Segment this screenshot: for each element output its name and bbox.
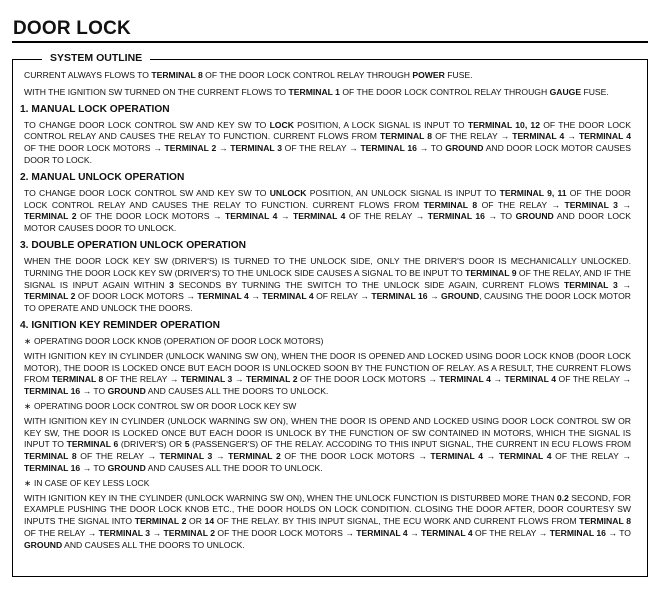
bold-term: TERMINAL 4 — [512, 131, 565, 142]
bold-term: TERMINAL 3 — [230, 143, 282, 154]
subsection-title: IN CASE OF KEY LESS LOCK — [34, 477, 150, 488]
subsection-paragraph: WITH IGNITION KEY IN CYLINDER (UNLOCK WANING SW ON), WHEN THE DOOR IS OPENED AND LOCKED USING DOOR LOCK KNOB (DOOR LOCK MOTOR), THE DOOR IS LOCKED ONCE BUT EACH DOOR IS UNLOCKED SOON BY THE FUNCTION OF RELAY. AS A RESULT, THE CURRENT FLOWS FROM TERMINAL 8 OF THE RELAY → TERMINAL 3 → TERMINAL 2 OF THE DOOR LOCK MOTORS → TERMINAL 4 → TERMINAL 4 OF THE RELAY → TERMINAL 16 → TO GROUND AND CAUSES ALL THE DOORS TO UNLOCK. — [24, 350, 631, 397]
section-ignition-key-reminder — [20, 319, 631, 552]
bold-term: GROUND — [515, 211, 554, 222]
bold-term: TERMINAL 16 — [24, 386, 81, 397]
bold-term: TERMINAL 2 — [24, 291, 76, 302]
bold-term: TERMINAL 4 — [197, 291, 249, 302]
bold-term: TERMINAL 4 — [356, 527, 408, 538]
section-manual-unlock — [20, 171, 632, 235]
bold-term: TERMINAL 2 — [163, 527, 215, 538]
bold-term: TERMINAL 4 — [498, 451, 552, 462]
bold-term: TERMINAL 8 — [151, 70, 203, 80]
subsection-heading — [24, 478, 631, 490]
bold-term: GROUND — [445, 143, 484, 154]
bold-term: UNLOCK — [269, 187, 307, 198]
bold-term: LOCK — [269, 119, 294, 130]
bold-term: TERMINAL 16 — [24, 462, 81, 473]
subsection-title: OPERATING DOOR LOCK KNOB (OPERATION OF DOOR LOCK MOTORS) — [34, 335, 324, 346]
page-title: DOOR LOCK — [13, 18, 131, 39]
bold-term: TERMINAL 4 — [578, 131, 631, 142]
bold-term: POWER — [412, 70, 445, 80]
bold-term: TERMINAL 3 — [180, 374, 233, 385]
section-double-operation-unlock — [20, 239, 632, 315]
bold-term: GROUND — [441, 291, 480, 302]
bold-term: TERMINAL 16 — [427, 211, 485, 222]
bold-term: TERMINAL 8 — [423, 199, 478, 210]
bold-term: TERMINAL 16 — [371, 291, 428, 302]
system-outline-legend: SYSTEM OUTLINE — [42, 52, 150, 64]
bold-term: TERMINAL 4 — [421, 527, 473, 538]
bold-term: TERMINAL 6 — [66, 439, 119, 450]
bold-term: TERMINAL 3 — [564, 279, 618, 290]
subsection-heading — [24, 336, 631, 348]
bold-term: TERMINAL 3 — [98, 527, 151, 538]
bold-term: GROUND — [107, 386, 146, 397]
bold-term: 0.2 — [556, 492, 569, 503]
subsection-title: OPERATING DOOR LOCK CONTROL SW OR DOOR LOCK KEY SW — [34, 400, 297, 411]
bold-term: TERMINAL 2 — [134, 516, 187, 527]
bullet-icon: ∗ — [24, 335, 32, 346]
section-manual-lock — [20, 103, 631, 167]
bold-term: TERMINAL 2 — [164, 143, 217, 154]
bold-term: TERMINAL 1 — [288, 86, 340, 97]
bold-term: GAUGE — [549, 86, 582, 97]
bold-term: TERMINAL 16 — [360, 143, 417, 154]
bold-term: TERMINAL 4 — [504, 374, 556, 385]
bold-term: TERMINAL 2 — [245, 374, 298, 385]
bold-term: GROUND — [107, 462, 146, 473]
section-heading: 3. DOUBLE OPERATION UNLOCK OPERATION — [20, 239, 247, 251]
bullet-icon: ∗ — [24, 477, 32, 488]
bold-term: GROUND — [24, 539, 63, 550]
bold-term: 14 — [204, 516, 215, 527]
subsection-paragraph: WITH IGNITION KEY IN CYLINDER (UNLOCK WARNING SW ON), WHEN THE DOOR IS OPEND AND LOCKED USING DOOR LOCK CONTROL SW OR KEY SW, THE DOOR IS LOCKED ONCE BUT EACH DOOR IS UNLOCK BY THE FUNCTION OF SW CONTAINED IN MOTORS, WHICH THE SIGNAL IS INPUT TO TERMINAL 6 (DRIVER'S) OR 5 (PASSENGER'S) OF THE RELAY. ACCODING TO THIS INPUT SIGNAL, THE CURRENT IN ECU FLOWS FROM TERMINAL 8 OF THE RELAY → TERMINAL 3 → TERMINAL 2 OF THE DOOR LOCK MOTORS → TERMINAL 4 → TERMINAL 4 OF THE RELAY → TERMINAL 16 → TO GROUND AND CAUSES ALL THE DOOR TO UNLOCK. — [24, 415, 631, 473]
bold-term: TERMINAL 4 — [224, 211, 278, 222]
bold-term: TERMINAL 9 — [465, 267, 517, 278]
bold-term: TERMINAL 2 — [24, 211, 77, 222]
system-outline-content — [20, 70, 632, 557]
bold-term: TERMINAL 8 — [380, 131, 433, 142]
bold-term: 3 — [169, 279, 174, 290]
bold-term: TERMINAL 8 — [51, 374, 104, 385]
bold-term: TERMINAL 10, 12 — [467, 119, 540, 130]
intro-paragraph: CURRENT ALWAYS FLOWS TO TERMINAL 8 OF THE DOOR LOCK CONTROL RELAY THROUGH POWER FUSE. — [24, 70, 473, 80]
bold-term: TERMINAL 4 — [262, 291, 314, 302]
bold-term: TERMINAL 4 — [430, 451, 484, 462]
bold-term: TERMINAL 8 — [24, 451, 77, 462]
bold-term: 5 — [184, 439, 190, 450]
subsection-paragraph: WITH IGNITION KEY IN THE CYLINDER (UNLOCK WARNING SW ON), WHEN THE UNLOCK FUNCTION IS DISTURBED MORE THAN 0.2 SECOND, FOR EXAMPLE PUSHING THE DOOR LOCK KNOB ETC., THE DOOR HOLDS ON LOCK CONDITION. CLOSING THE DOOR AFTER, DOOR COURTESY SW INPUTS THE SIGNAL INTO TERMINAL 2 OR 14 OF THE RELAY. BY THIS INPUT SIGNAL, THE ECU WORK AND CURRENT FLOWS FROM TERMINAL 8 OF THE RELAY → TERMINAL 3 → TERMINAL 2 OF THE DOOR LOCK MOTORS → TERMINAL 4 → TERMINAL 4 OF THE RELAY → TERMINAL 16 → TO GROUND AND CAUSES ALL THE DOORS TO UNLOCK. — [24, 492, 631, 550]
bold-term: TERMINAL 2 — [228, 451, 281, 462]
bullet-icon: ∗ — [24, 400, 32, 411]
subsection-heading — [24, 401, 631, 413]
bold-term: TERMINAL 8 — [579, 516, 631, 527]
section-heading: 4. IGNITION KEY REMINDER OPERATION — [20, 319, 220, 331]
bold-term: TERMINAL 4 — [292, 211, 346, 222]
bold-term: TERMINAL 4 — [439, 374, 491, 385]
bold-term: TERMINAL 3 — [564, 199, 618, 210]
section-paragraph: TO CHANGE DOOR LOCK CONTROL SW AND KEY SW TO UNLOCK POSITION, AN UNLOCK SIGNAL IS INPUT TO TERMINAL 9, 11 OF THE DOOR LOCK CONTROL RELAY AND CAUSES THE RELAY TO FUNCTION. CURRENT FLOWS FROM TERMINAL 8 OF THE RELAY → TERMINAL 3 → TERMINAL 2 OF THE DOOR LOCK MOTORS → TERMINAL 4 → TERMINAL 4 OF THE RELAY → TERMINAL 16 → TO GROUND AND DOOR LOCK MOTOR CAUSES DOOR TO UNLOCK. — [24, 187, 632, 234]
section-paragraph: WHEN THE DOOR LOCK KEY SW (DRIVER'S) IS TURNED TO THE UNLOCK SIDE, ONLY THE DRIVER'S DOOR IS MECHANICALLY UNLOCKED. TURNING THE DOOR LOCK KEY SW (DRIVER'S) TO THE UNLOCK SIDE CAUSES A SIGNAL TO BE INPUT TO TERMINAL 9 OF THE RELAY, AND IF THE SIGNAL IS INPUT AGAIN WITHIN 3 SECONDS BY TURNING THE SWITCH TO THE UNLOCK SIDE AGAIN, CURRENT FLOWS TERMINAL 3 → TERMINAL 2 OF DOOR LOCK MOTORS → TERMINAL 4 → TERMINAL 4 OF RELAY → TERMINAL 16 → GROUND, CAUSING THE DOOR LOCK MOTOR TO OPERATE AND UNLOCK THE DOORS. — [24, 255, 632, 314]
section-heading: 1. MANUAL LOCK OPERATION — [20, 103, 170, 115]
section-heading: 2. MANUAL UNLOCK OPERATION — [20, 171, 185, 183]
bold-term: TERMINAL 3 — [159, 451, 213, 462]
bold-term: TERMINAL 16 — [549, 527, 606, 538]
title-rule — [12, 41, 648, 43]
intro-paragraph: WITH THE IGNITION SW TURNED ON THE CURRENT FLOWS TO TERMINAL 1 OF THE DOOR LOCK CONTROL RELAY THROUGH GAUGE FUSE. — [24, 86, 609, 97]
bold-term: TERMINAL 9, 11 — [499, 187, 567, 198]
section-paragraph: TO CHANGE DOOR LOCK CONTROL SW AND KEY SW TO LOCK POSITION, A LOCK SIGNAL IS INPUT TO TERMINAL 10, 12 OF THE DOOR LOCK CONTROL RELAY AND CAUSES THE RELAY TO FUNCTION. CURRENT FLOWS FROM TERMINAL 8 OF THE RELAY → TERMINAL 4 → TERMINAL 4 OF THE DOOR LOCK MOTORS → TERMINAL 2 → TERMINAL 3 OF THE RELAY → TERMINAL 16 → TO GROUND AND DOOR LOCK MOTOR CAUSES DOOR TO LOCK. — [24, 119, 631, 165]
